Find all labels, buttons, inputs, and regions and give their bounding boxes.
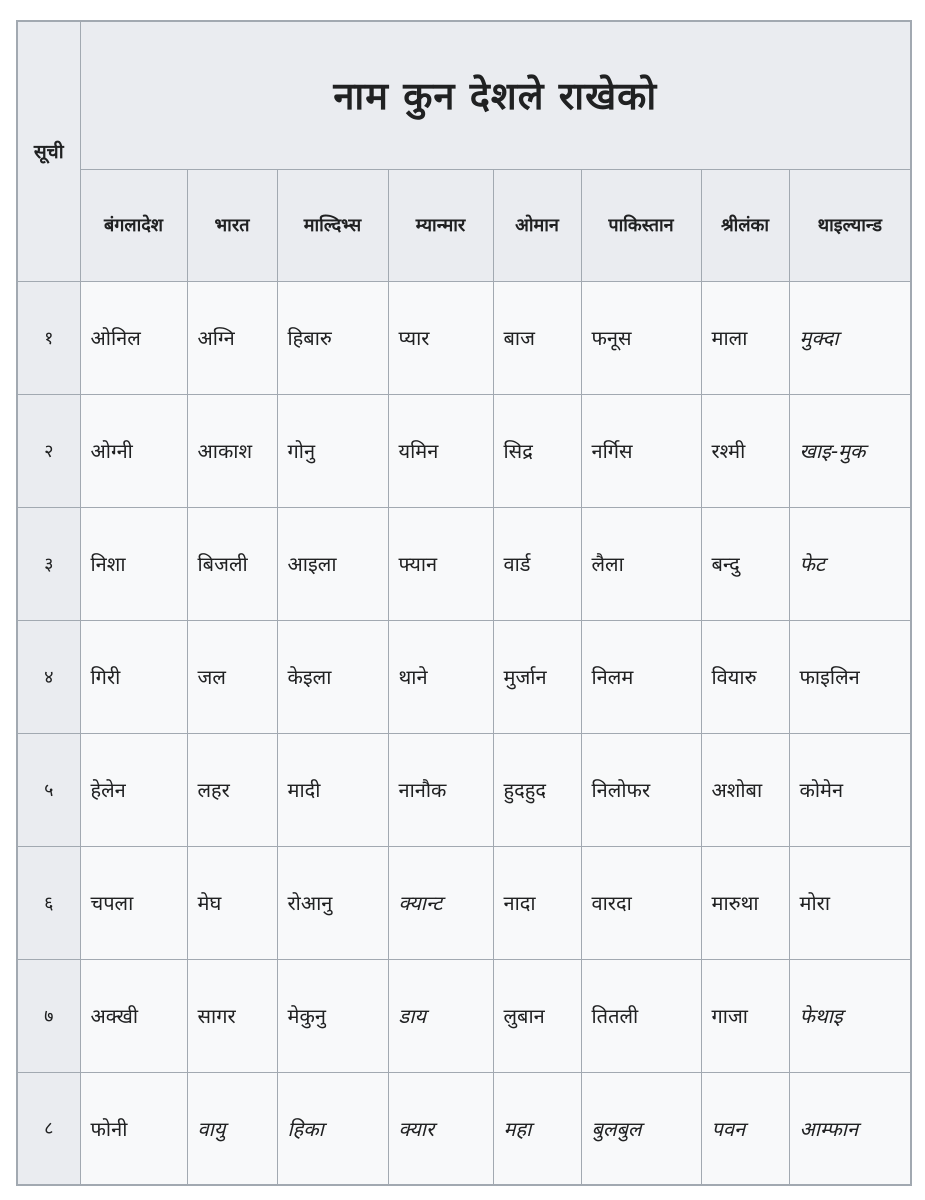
- cyclone-name-cell: गिरी: [80, 620, 187, 733]
- cyclone-name-cell: वियारु: [701, 620, 789, 733]
- table-body: [17, 281, 911, 1185]
- cyclone-name-cell: मुक्दा: [789, 281, 911, 394]
- cyclone-name-cell: सिद्र: [493, 394, 581, 507]
- cyclone-name-cell: कोमेन: [789, 733, 911, 846]
- country-header: भारत: [187, 169, 277, 281]
- row-serial-number: ७: [17, 959, 80, 1072]
- cyclone-name-cell: नर्गिस: [581, 394, 701, 507]
- cyclone-name-cell: खाइ-मुक: [789, 394, 911, 507]
- cyclone-name-cell: डाय: [388, 959, 493, 1072]
- cyclone-name-cell: ओग्नी: [80, 394, 187, 507]
- table-row: [17, 959, 911, 1072]
- cyclone-name-cell: क्यान्ट: [388, 846, 493, 959]
- cyclone-name-cell: मोरा: [789, 846, 911, 959]
- cyclone-name-cell: चपला: [80, 846, 187, 959]
- cyclone-name-cell: रश्मी: [701, 394, 789, 507]
- cyclone-name-cell: गाजा: [701, 959, 789, 1072]
- cyclone-name-cell: आकाश: [187, 394, 277, 507]
- cyclone-name-cell: मुर्जान: [493, 620, 581, 733]
- cyclone-name-cell: फाइलिन: [789, 620, 911, 733]
- cyclone-name-cell: वारदा: [581, 846, 701, 959]
- cyclone-name-cell: निशा: [80, 507, 187, 620]
- row-serial-number: ४: [17, 620, 80, 733]
- cyclone-name-cell: यमिन: [388, 394, 493, 507]
- cyclone-name-cell: वायु: [187, 1072, 277, 1185]
- cyclone-name-cell: माला: [701, 281, 789, 394]
- cyclone-name-cell: मेघ: [187, 846, 277, 959]
- cyclone-name-cell: अक्खी: [80, 959, 187, 1072]
- cyclone-name-cell: गोनु: [277, 394, 388, 507]
- cyclone-name-cell: लहर: [187, 733, 277, 846]
- cyclone-name-cell: लुबान: [493, 959, 581, 1072]
- serial-column-header: सूची: [17, 21, 80, 281]
- cyclone-name-cell: बाज: [493, 281, 581, 394]
- cyclone-name-cell: फोनी: [80, 1072, 187, 1185]
- cyclone-name-cell: बन्दु: [701, 507, 789, 620]
- cyclone-name-cell: नानौक: [388, 733, 493, 846]
- cyclone-name-cell: नादा: [493, 846, 581, 959]
- cyclone-name-cell: फनूस: [581, 281, 701, 394]
- row-serial-number: ५: [17, 733, 80, 846]
- table-row: [17, 507, 911, 620]
- cyclone-name-cell: रोआनु: [277, 846, 388, 959]
- row-serial-number: ६: [17, 846, 80, 959]
- cyclone-name-cell: फेथाइ: [789, 959, 911, 1072]
- cyclone-name-cell: आम्फान: [789, 1072, 911, 1185]
- cyclone-name-cell: बुलबुल: [581, 1072, 701, 1185]
- table-row: [17, 281, 911, 394]
- cyclone-names-table: [16, 20, 912, 1186]
- country-header: माल्दिभ्स: [277, 169, 388, 281]
- cyclone-name-cell: केइला: [277, 620, 388, 733]
- cyclone-name-cell: वार्ड: [493, 507, 581, 620]
- cyclone-name-cell: प्यार: [388, 281, 493, 394]
- cyclone-name-cell: बिजली: [187, 507, 277, 620]
- cyclone-name-cell: मादी: [277, 733, 388, 846]
- cyclone-name-cell: हेलेन: [80, 733, 187, 846]
- row-serial-number: २: [17, 394, 80, 507]
- cyclone-name-cell: जल: [187, 620, 277, 733]
- cyclone-name-cell: थाने: [388, 620, 493, 733]
- table-row: [17, 620, 911, 733]
- table-title: नाम कुन देशले राखेको: [80, 21, 911, 169]
- table-row: [17, 846, 911, 959]
- country-header: ओमान: [493, 169, 581, 281]
- cyclone-name-cell: लैला: [581, 507, 701, 620]
- country-header: पाकिस्तान: [581, 169, 701, 281]
- cyclone-name-cell: अशोबा: [701, 733, 789, 846]
- country-header-row: [17, 169, 911, 281]
- row-serial-number: ८: [17, 1072, 80, 1185]
- cyclone-name-cell: सागर: [187, 959, 277, 1072]
- cyclone-name-cell: हुदहुद: [493, 733, 581, 846]
- cyclone-name-cell: मेकुनु: [277, 959, 388, 1072]
- cyclone-name-cell: हिबारु: [277, 281, 388, 394]
- cyclone-name-cell: आइला: [277, 507, 388, 620]
- country-header: श्रीलंका: [701, 169, 789, 281]
- cyclone-name-cell: अग्नि: [187, 281, 277, 394]
- cyclone-name-cell: ओनिल: [80, 281, 187, 394]
- table-row: [17, 733, 911, 846]
- table-row: [17, 1072, 911, 1185]
- cyclone-name-cell: क्यार: [388, 1072, 493, 1185]
- cyclone-name-cell: हिका: [277, 1072, 388, 1185]
- cyclone-name-cell: फ्यान: [388, 507, 493, 620]
- cyclone-name-cell: महा: [493, 1072, 581, 1185]
- cyclone-name-cell: मारुथा: [701, 846, 789, 959]
- row-serial-number: ३: [17, 507, 80, 620]
- cyclone-name-cell: निलम: [581, 620, 701, 733]
- row-serial-number: १: [17, 281, 80, 394]
- cyclone-name-cell: पवन: [701, 1072, 789, 1185]
- country-header: बंगलादेश: [80, 169, 187, 281]
- cyclone-name-cell: निलोफर: [581, 733, 701, 846]
- country-header: थाइल्यान्ड: [789, 169, 911, 281]
- table-row: [17, 394, 911, 507]
- country-header: म्यान्मार: [388, 169, 493, 281]
- cyclone-name-cell: तितली: [581, 959, 701, 1072]
- cyclone-name-cell: फेट: [789, 507, 911, 620]
